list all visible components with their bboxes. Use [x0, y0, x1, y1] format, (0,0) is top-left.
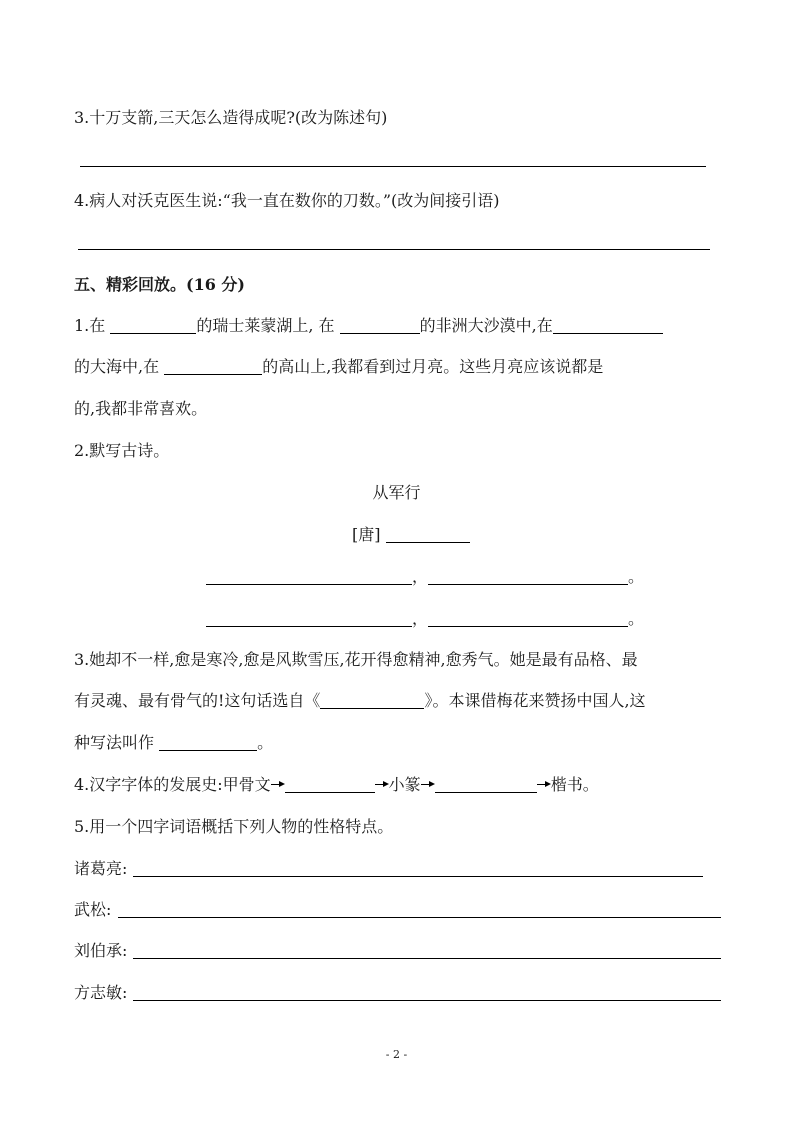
person-label-3: 刘伯承:: [74, 941, 128, 960]
item-1-text-c: 的非洲大沙漠中,在: [419, 316, 553, 335]
item-4-line: [74, 775, 599, 795]
poem-line-2: [206, 609, 644, 629]
item-4-text-b: 小篆: [388, 775, 421, 794]
poem-period-1: 。: [628, 567, 645, 586]
arrow-right-icon: [375, 776, 389, 792]
poem-blank-1a[interactable]: [206, 568, 412, 585]
answer-line-q4[interactable]: [78, 249, 710, 250]
person-answer-line-1[interactable]: [133, 876, 703, 877]
arrow-right-icon: [271, 776, 285, 792]
item-4-text-c: 楷书。: [550, 775, 599, 794]
answer-line-q3[interactable]: [80, 166, 706, 167]
poem-line-1: [206, 567, 644, 587]
item-3-line-2: [74, 691, 646, 711]
question-4: 4.病人对沃克医生说:“我一直在数你的刀数。”(改为间接引语): [74, 191, 500, 210]
person-label-4: 方志敏:: [74, 983, 128, 1002]
person-label-1: 诸葛亮:: [74, 859, 128, 878]
poem-dynasty: [唐]: [352, 525, 381, 544]
item-5-label: 5.用一个四字词语概括下列人物的性格特点。: [74, 817, 394, 836]
person-label-2: 武松:: [74, 900, 112, 919]
blank-4a[interactable]: [285, 776, 375, 793]
item-3-line-3: [74, 733, 273, 753]
blank-4b[interactable]: [435, 776, 537, 793]
poem-blank-1b[interactable]: [428, 568, 628, 585]
item-4-text-a: 4.汉字字体的发展史:甲骨文: [74, 775, 271, 794]
blank-1a[interactable]: [110, 317, 196, 334]
page-number: - 2 -: [385, 1048, 408, 1061]
poem-blank-2a[interactable]: [206, 610, 412, 627]
item-1-text-b: 的瑞士莱蒙湖上, 在: [196, 316, 335, 335]
item-1-line-3: 的,我都非常喜欢。: [74, 399, 208, 418]
blank-1b[interactable]: [340, 317, 420, 334]
item-2-label: 2.默写古诗。: [74, 441, 170, 460]
blank-3a[interactable]: [320, 692, 424, 709]
blank-1d[interactable]: [164, 358, 262, 375]
item-1-text-a: 1.在: [74, 316, 106, 335]
item-3-line-1: 3.她却不一样,愈是寒冷,愈是风欺雪压,花开得愈精神,愈秀气。她是最有品格、最: [74, 650, 638, 669]
item-1-line-1: [74, 316, 663, 336]
item-1-text-e: 的高山上,我都看到过月亮。这些月亮应该说都是: [262, 357, 604, 376]
item-1-line-2: [74, 357, 603, 377]
item-3-text-c: 种写法叫作: [74, 733, 155, 752]
arrow-right-icon: [537, 776, 551, 792]
poem-author-line: [352, 525, 470, 545]
item-3-text-d: 。: [257, 733, 274, 752]
poem-comma-1: ，: [412, 567, 429, 586]
poem-blank-2b[interactable]: [428, 610, 628, 627]
person-answer-line-3[interactable]: [133, 958, 721, 959]
item-1-text-d: 的大海中,在: [74, 357, 160, 376]
item-3-text-a: 有灵魂、最有骨气的!这句话选自《: [74, 691, 321, 710]
blank-1c[interactable]: [553, 317, 663, 334]
person-answer-line-4[interactable]: [133, 1000, 721, 1001]
section-5-heading: 五、精彩回放。(16 分): [74, 275, 245, 294]
poem-period-2: 。: [628, 609, 645, 628]
question-3: 3.十万支箭,三天怎么造得成呢?(改为陈述句): [74, 108, 388, 127]
poem-comma-2: ，: [412, 609, 429, 628]
blank-3b[interactable]: [159, 734, 257, 751]
item-3-text-b: 》。本课借梅花来赞扬中国人,这: [424, 691, 646, 710]
poem-title: 从军行: [372, 483, 421, 502]
poem-author-blank[interactable]: [386, 526, 470, 543]
person-answer-line-2[interactable]: [118, 917, 721, 918]
arrow-right-icon: [421, 776, 435, 792]
